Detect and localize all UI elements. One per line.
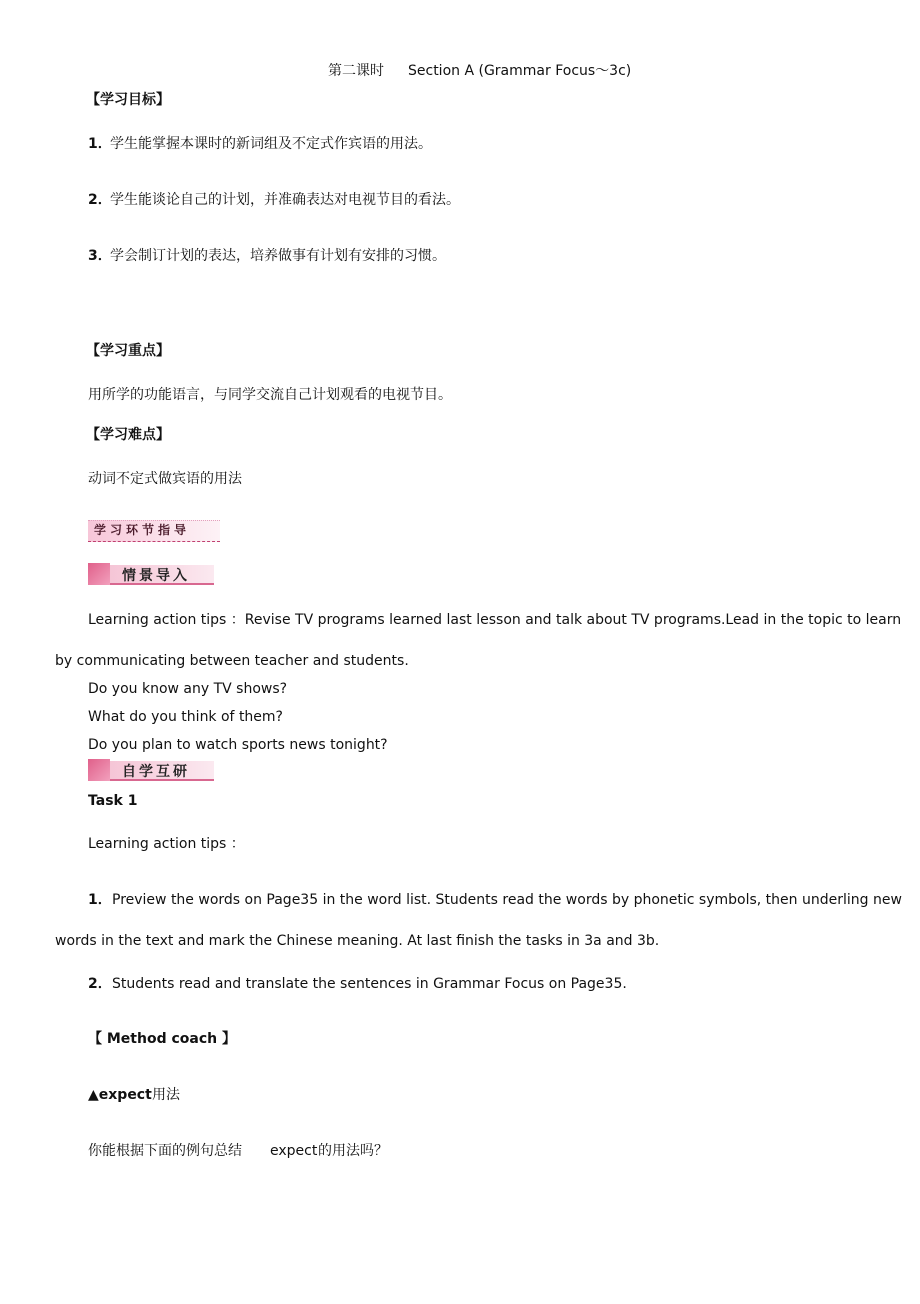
self-study-item-2-text: Students read and translate the sentences in Grammar Focus on Page35. (112, 976, 627, 992)
self-study-item-1-line1: Preview the words on Page35 in the word list. Students read the words by phonetic symbols, then underling new (112, 892, 902, 908)
method-question-cn-end: 的用法吗？ (318, 1143, 388, 1159)
self-study-tips: Learning action tips ： (88, 836, 245, 852)
objective-3-text: 学会制订计划的表达，培养做事有计划有安排的习惯。 (110, 248, 446, 264)
objective-3-number: 3． (88, 248, 112, 264)
self-study-item-2-number: 2． (88, 976, 112, 992)
intro-title: 情景导入 (122, 568, 190, 584)
intro-tips-line1: Learning action tips ：Revise TV programs learned last lesson and talk about TV programs.Lead in the topic to learn (88, 612, 902, 628)
objectives-heading: 【学习目标】 (86, 92, 170, 108)
self-study-item-1-line2: words in the text and mark the Chinese meaning. At last finish the tasks in 3a and 3b. (55, 933, 660, 949)
intro-tips-line2: by communicating between teacher and students. (55, 653, 409, 669)
method-question-cn: 你能根据下面的例句总结 (88, 1143, 242, 1159)
guide-banner (88, 518, 223, 542)
difficulties-text: 动词不定式做宾语的用法 (88, 471, 242, 487)
self-study-item-1-number: 1． (88, 892, 112, 908)
section-title: Section A (Grammar Focus～3c) (408, 63, 632, 79)
intro-question-1: Do you know any TV shows? (88, 681, 288, 697)
difficulties-heading: 【学习难点】 (86, 427, 170, 443)
intro-section-header (88, 563, 216, 585)
key-points-heading: 【学习重点】 (86, 343, 170, 359)
lesson-label: 第二课时 (328, 63, 384, 79)
expect-point-usage: 用法 (152, 1087, 180, 1103)
self-study-title: 自学互研 (122, 764, 190, 780)
method-question-en: expect (270, 1143, 318, 1159)
objective-2-text: 学生能谈论自己的计划，并准确表达对电视节目的看法。 (110, 192, 460, 208)
expect-point-label: ▲expect (88, 1087, 152, 1103)
objective-2-number: 2． (88, 192, 112, 208)
section-marker-icon (88, 759, 110, 781)
objective-1-text: 学生能掌握本课时的新词组及不定式作宾语的用法。 (110, 136, 432, 152)
task-label: Task 1 (88, 793, 138, 809)
self-study-section-header (88, 759, 216, 781)
intro-question-2: What do you think of them? (88, 709, 283, 725)
section-marker-icon (88, 563, 110, 585)
guide-banner-label: 学习环节指导 (94, 523, 191, 537)
method-coach-heading: 【 Method coach 】 (88, 1031, 236, 1047)
intro-question-3: Do you plan to watch sports news tonight? (88, 737, 388, 753)
key-points-text: 用所学的功能语言，与同学交流自己计划观看的电视节目。 (88, 387, 452, 403)
objective-1-number: 1． (88, 136, 112, 152)
